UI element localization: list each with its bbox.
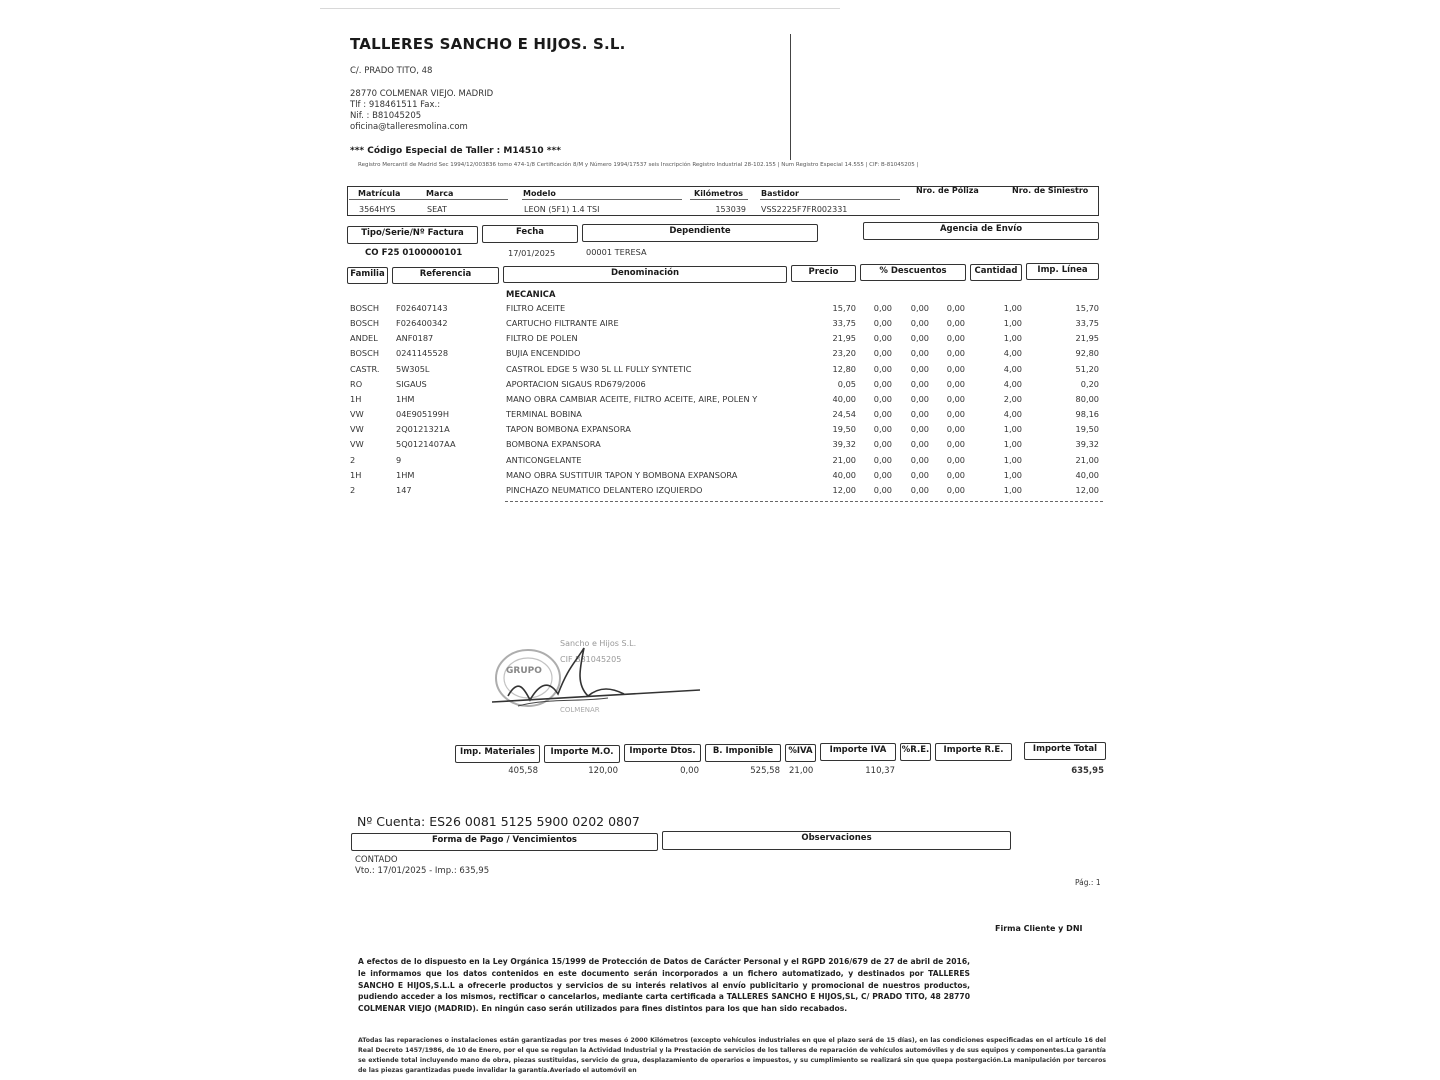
line-discount-2: 0,00 (910, 303, 929, 313)
line-amount: 21,00 (1075, 454, 1099, 465)
base-value: 525,58 (750, 766, 780, 776)
line-quantity: 4,00 (1003, 409, 1022, 420)
line-discount-1: 0,00 (873, 454, 892, 465)
company-address: C/. PRADO TITO, 48 (350, 66, 433, 76)
page-number: Pág.: 1 (1075, 878, 1101, 887)
line-discount-3: 0,00 (946, 484, 965, 495)
line-price: 23,20 (832, 348, 856, 359)
line-discount-2: 0,00 (910, 333, 929, 344)
line-discount-3: 0,00 (946, 439, 965, 450)
line-discount-1: 0,00 (873, 439, 892, 450)
line-amount: 21,95 (1075, 333, 1099, 344)
line-discount-3: 0,00 (946, 348, 965, 359)
warranty-notice: ATodas las reparaciones o instalaciones están garantizadas por tres meses ó 2000 Kilómetros (excepto vehículos industriales en que el plazo será de 15 días), en las condiciones especificadas en el artículo 16 del Real Decreto 1457/1986, de 10 de Enero, por el que se regulan la Actividad Industrial y la Prestación de servicios de los talleres de reparación de vehículos automóviles y de sus equipos y componentes.La garantía se extiende total incluyendo mano de obra, piezas sustituidas, servicio de grua, desplazamiento de operarios e impuestos, y su cumplimiento se realizará sin que quepa postergación.La manipulación por terceros de las piezas garantizadas puede invalidar la garantía.Averiado el automóvil en (358, 1037, 1106, 1074)
line-description: FILTRO DE POLEN (506, 333, 578, 344)
invoice-clerk: 00001 TERESA (586, 247, 647, 257)
chassis-header: Bastidor (761, 189, 799, 198)
line-price: 40,00 (832, 393, 856, 404)
line-reference: 5Q0121407AA (396, 439, 456, 450)
line-description: TERMINAL BOBINA (506, 409, 582, 420)
line-amount: 15,70 (1075, 303, 1099, 313)
line-description: APORTACION SIGAUS RD679/2006 (506, 378, 646, 389)
reference-header: Referencia (392, 267, 499, 284)
registry-line: Registro Mercantil de Madrid Sec 1994/12/003836 tomo 474-1/8 Certificación 8/M y Número 1994/17537 seis Inscripción Registro Industrial 28-102.155 | Num Registro Especial 14.555 | CIF: B-81045205 | (358, 162, 919, 168)
line-amount: 19,50 (1075, 424, 1099, 435)
claim-header: Nro. de Siniestro (1012, 186, 1089, 195)
line-amount: 80,00 (1075, 393, 1099, 404)
line-family: VW (350, 424, 364, 435)
line-family: BOSCH (350, 303, 379, 313)
line-family: BOSCH (350, 348, 379, 359)
total-header: Importe Total (1024, 742, 1106, 760)
vat-value: 110,37 (865, 766, 895, 776)
line-reference: 0241145528 (396, 348, 449, 359)
line-discount-2: 0,00 (910, 363, 929, 374)
family-header: Familia (347, 267, 388, 284)
payment-method: CONTADO (355, 855, 398, 865)
company-nif: Nif. : B81045205 (350, 111, 422, 121)
line-discount-1: 0,00 (873, 378, 892, 389)
line-family: RO (350, 378, 363, 389)
privacy-notice: A efectos de lo dispuesto en la Ley Orgánica 15/1999 de Protección de Datos de Carácter Personal y el RGPD 2016/679 de 27 de abril de 2016, le informamos que los datos contenidos en este documento serán incorporados a un fichero automatizado, y destinados por TALLERES SANCHO E HIJOS,S.L.L a ofrecerle productos y servicios de su interés relativos al envío publicitario y promocional de nuestros productos, pudiendo acceder a los mismos, rectificar o cancelarlos, mediante carta certificada a TALLERES SANCHO E HIJOS,SL, C/ PRADO TITO, 48 28770 COLMENAR VIEJO (MADRID). En ningún caso serán utilizados para fines distintos para los que han sido recabados. (358, 957, 970, 1014)
stamp-line-3: COLMENAR (560, 706, 600, 714)
line-description: TAPON BOMBONA EXPANSORA (506, 424, 631, 435)
chassis-value: VSS2225F7FR002331 (761, 205, 848, 214)
line-price: 12,80 (832, 363, 856, 374)
brand-header: Marca (426, 189, 454, 198)
line-price: 12,00 (832, 484, 856, 495)
line-discount-1: 0,00 (873, 333, 892, 344)
company-phone: Tlf : 918461511 Fax.: (350, 100, 441, 110)
line-discount-2: 0,00 (910, 378, 929, 389)
line-discount-3: 0,00 (946, 469, 965, 480)
line-reference: 2Q0121321A (396, 424, 450, 435)
line-price: 19,50 (832, 424, 856, 435)
line-description: CASTROL EDGE 5 W30 5L LL FULLY SYNTETIC (506, 363, 692, 374)
km-value: 153039 (715, 205, 746, 214)
line-quantity: 4,00 (1003, 363, 1022, 374)
line-discount-3: 0,00 (946, 378, 965, 389)
base-header: B. Imponible (705, 744, 781, 762)
invoice-number: CO F25 0100000101 (365, 248, 463, 258)
line-reference: 9 (396, 454, 402, 465)
line-family: ANDEL (350, 333, 378, 344)
line-discount-3: 0,00 (946, 424, 965, 435)
line-family: CASTR. (350, 363, 380, 374)
page-top-edge (320, 8, 840, 9)
line-family: 2 (350, 454, 356, 465)
line-amount: 0,20 (1080, 378, 1099, 389)
line-family: BOSCH (350, 318, 379, 329)
line-description: BOMBONA EXPANSORA (506, 439, 601, 450)
line-family: VW (350, 439, 364, 450)
re-header: Importe R.E. (935, 743, 1012, 761)
line-discount-2: 0,00 (910, 469, 929, 480)
re-pct-header: %R.E. (900, 743, 931, 761)
line-description: MANO OBRA CAMBIAR ACEITE, FILTRO ACEITE, AIRE, POLEN Y (506, 393, 758, 404)
price-header: Precio (791, 265, 856, 282)
policy-header: Nro. de Póliza (916, 186, 979, 195)
description-header: Denominación (503, 266, 787, 283)
line-reference: F026407143 (396, 303, 448, 313)
line-amount: 12,00 (1075, 484, 1099, 495)
line-discount-2: 0,00 (910, 424, 929, 435)
discounts-value: 0,00 (680, 766, 699, 776)
plate-value: 3564HYS (359, 205, 396, 214)
line-reference: 147 (396, 484, 412, 495)
line-discount-3: 0,00 (946, 409, 965, 420)
line-discount-3: 0,00 (946, 393, 965, 404)
invoice-date: 17/01/2025 (508, 248, 556, 258)
agency-header: Agencia de Envío (863, 222, 1099, 240)
line-description: CARTUCHO FILTRANTE AIRE (506, 318, 619, 329)
line-discount-1: 0,00 (873, 409, 892, 420)
line-price: 0,05 (837, 378, 856, 389)
header-divider (790, 34, 791, 160)
line-reference: 1HM (396, 393, 415, 404)
line-quantity: 1,00 (1003, 469, 1022, 480)
vat-header: Importe IVA (820, 743, 896, 761)
stamp-line-2: CIF B81045205 (560, 655, 622, 664)
total-value: 635,95 (1071, 766, 1104, 776)
payment-terms-header: Forma de Pago / Vencimientos (351, 833, 658, 851)
line-amount: 39,32 (1075, 439, 1099, 450)
line-description: BUJIA ENCENDIDO (506, 348, 581, 359)
workshop-code: *** Código Especial de Taller : M14510 *** (350, 146, 561, 156)
clerk-header: Dependiente (582, 224, 818, 242)
line-quantity: 4,00 (1003, 348, 1022, 359)
line-quantity: 1,00 (1003, 318, 1022, 329)
line-quantity: 1,00 (1003, 333, 1022, 344)
company-name: TALLERES SANCHO E HIJOS. S.L. (350, 35, 626, 53)
model-value: LEON (5F1) 1.4 TSI (524, 205, 600, 214)
line-discount-1: 0,00 (873, 469, 892, 480)
line-discount-2: 0,00 (910, 484, 929, 495)
qty-header: Cantidad (970, 264, 1022, 281)
line-discount-3: 0,00 (946, 333, 965, 344)
line-quantity: 4,00 (1003, 378, 1022, 389)
line-description: MANO OBRA SUSTITUIR TAPON Y BOMBONA EXPANSORA (506, 469, 738, 480)
line-price: 39,32 (832, 439, 856, 450)
company-stamp-signature (488, 628, 708, 728)
line-discount-2: 0,00 (910, 318, 929, 329)
line-discount-1: 0,00 (873, 318, 892, 329)
stamp-line-1: Sancho e Hijos S.L. (560, 639, 637, 648)
discounts-header: % Descuentos (860, 264, 966, 281)
model-header: Modelo (523, 189, 556, 198)
labor-value: 120,00 (588, 766, 618, 776)
payment-due: Vto.: 17/01/2025 - Imp.: 635,95 (355, 866, 490, 876)
line-discount-2: 0,00 (910, 393, 929, 404)
line-amount: 40,00 (1075, 469, 1099, 480)
line-reference: 1HM (396, 469, 415, 480)
line-discount-1: 0,00 (873, 303, 892, 313)
discounts-total-header: Importe Dtos. (624, 744, 701, 762)
line-discount-2: 0,00 (910, 409, 929, 420)
lines-end-divider (505, 501, 1103, 502)
line-quantity: 1,00 (1003, 439, 1022, 450)
line-amount: 92,80 (1075, 348, 1099, 359)
line-quantity: 1,00 (1003, 424, 1022, 435)
line-amount-header: Imp. Línea (1026, 263, 1099, 280)
line-discount-3: 0,00 (946, 303, 965, 313)
line-discount-2: 0,00 (910, 348, 929, 359)
line-price: 21,95 (832, 333, 856, 344)
stamp-seal-text: GRUPO (506, 666, 542, 676)
line-discount-2: 0,00 (910, 454, 929, 465)
materials-value: 405,58 (508, 766, 538, 776)
line-family: 1H (350, 393, 362, 404)
section-title: MECANICA (506, 289, 556, 299)
line-family: 1H (350, 469, 362, 480)
line-quantity: 2,00 (1003, 393, 1022, 404)
plate-header: Matrícula (358, 189, 401, 198)
line-price: 21,00 (832, 454, 856, 465)
materials-header: Imp. Materiales (455, 745, 540, 763)
line-price: 15,70 (832, 303, 856, 313)
labor-header: Importe M.O. (544, 745, 620, 763)
line-reference: F026400342 (396, 318, 448, 329)
line-discount-1: 0,00 (873, 348, 892, 359)
observations-header: Observaciones (662, 831, 1011, 850)
line-quantity: 1,00 (1003, 454, 1022, 465)
line-price: 24,54 (832, 409, 856, 420)
line-quantity: 1,00 (1003, 303, 1022, 313)
line-amount: 51,20 (1075, 363, 1099, 374)
line-discount-1: 0,00 (873, 424, 892, 435)
line-description: FILTRO ACEITE (506, 303, 566, 313)
line-discount-3: 0,00 (946, 318, 965, 329)
line-discount-1: 0,00 (873, 393, 892, 404)
vat-pct-value: 21,00 (789, 766, 814, 776)
line-quantity: 1,00 (1003, 484, 1022, 495)
line-description: ANTICONGELANTE (506, 454, 582, 465)
line-price: 40,00 (832, 469, 856, 480)
bank-account: Nº Cuenta: ES26 0081 5125 5900 0202 0807 (357, 814, 640, 829)
line-amount: 98,16 (1075, 409, 1099, 420)
line-discount-3: 0,00 (946, 454, 965, 465)
line-family: 2 (350, 484, 356, 495)
line-amount: 33,75 (1075, 318, 1099, 329)
line-price: 33,75 (832, 318, 856, 329)
date-header: Fecha (482, 225, 578, 243)
brand-value: SEAT (427, 205, 447, 214)
invoice-type-header: Tipo/Serie/Nº Factura (347, 226, 478, 244)
line-reference: ANF0187 (396, 333, 434, 344)
line-discount-1: 0,00 (873, 484, 892, 495)
line-reference: SIGAUS (396, 378, 427, 389)
line-reference: 04E905199H (396, 409, 450, 420)
vat-pct-header: %IVA (785, 744, 816, 762)
company-city: 28770 COLMENAR VIEJO. MADRID (350, 89, 494, 99)
line-description: PINCHAZO NEUMATICO DELANTERO IZQUIERDO (506, 484, 703, 495)
company-email: oficina@talleresmolina.com (350, 122, 468, 132)
signature-label: Firma Cliente y DNI (995, 924, 1083, 933)
line-discount-1: 0,00 (873, 363, 892, 374)
line-family: VW (350, 409, 364, 420)
km-header: Kilómetros (694, 189, 743, 198)
line-discount-2: 0,00 (910, 439, 929, 450)
line-discount-3: 0,00 (946, 363, 965, 374)
line-reference: 5W305L (396, 363, 430, 374)
